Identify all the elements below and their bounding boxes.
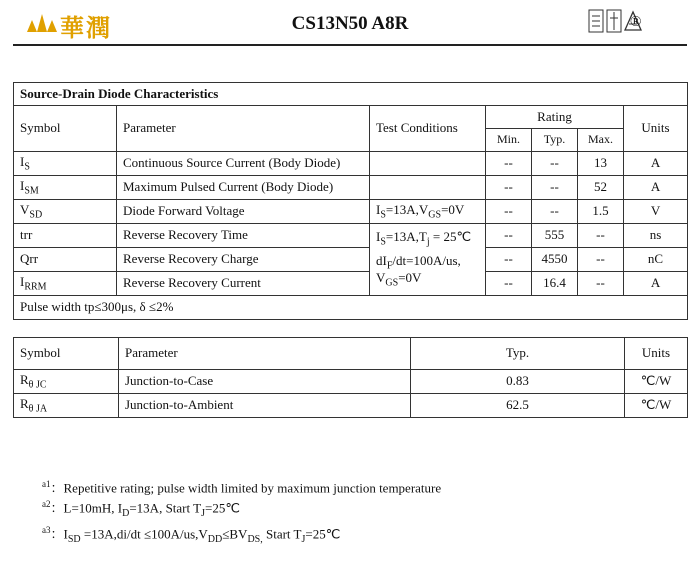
footnote-a2: $^{a2}$：L=10mH, $I_D=13A$, Start $T_J=25℃$ bbox=[42, 499, 240, 520]
header-units: Units bbox=[625, 338, 688, 370]
header-typ: Typ. bbox=[532, 129, 578, 152]
thermal-resistance-table bbox=[13, 337, 688, 418]
registered-mark: ® bbox=[630, 14, 642, 30]
parameter-cell: Diode Forward Voltage bbox=[117, 200, 370, 224]
header-symbol: Symbol bbox=[14, 106, 117, 152]
typ-cell: 555 bbox=[532, 224, 578, 248]
header-row bbox=[14, 338, 688, 370]
header-typ: Typ. bbox=[411, 338, 625, 370]
unit-cell: A bbox=[624, 152, 688, 176]
table-row bbox=[14, 200, 688, 224]
typ-cell: -- bbox=[532, 152, 578, 176]
typ-cell: 62.5 bbox=[411, 394, 625, 418]
conditions-cell-reverse-recovery: $I_S=13A,T_j$ = 25℃ $dI_F/dt=100A/us$, $V_{GS}=0V$ bbox=[370, 224, 486, 296]
footnotes bbox=[42, 476, 441, 548]
table-row bbox=[14, 152, 688, 176]
symbol-cell: $V_{SD}$ bbox=[14, 200, 117, 224]
unit-cell: V bbox=[624, 200, 688, 224]
table-row bbox=[14, 272, 688, 296]
section-title: Source-Drain Diode Characteristics bbox=[14, 83, 688, 106]
max-cell: -- bbox=[578, 272, 624, 296]
header-units: Units bbox=[624, 106, 688, 152]
max-cell: 13 bbox=[578, 152, 624, 176]
parameter-cell: Reverse Recovery Current bbox=[117, 272, 370, 296]
parameter-cell: Continuous Source Current (Body Diode) bbox=[117, 152, 370, 176]
parameter-cell: Maximum Pulsed Current (Body Diode) bbox=[117, 176, 370, 200]
symbol-cell: $R_{\theta JC}$ bbox=[14, 370, 119, 394]
table-row bbox=[14, 176, 688, 200]
unit-cell: A bbox=[624, 272, 688, 296]
footnote-a1: $^{a1}$：Repetitive rating; pulse width limited by maximum junction temperature bbox=[42, 479, 442, 496]
logo-text: 華潤 bbox=[60, 13, 112, 42]
header-test-conditions: Test Conditions bbox=[370, 106, 486, 152]
header-rating: Rating bbox=[486, 106, 624, 129]
max-cell: -- bbox=[578, 224, 624, 248]
unit-cell: ℃/W bbox=[625, 370, 688, 394]
symbol-cell: $I_S$ bbox=[14, 152, 117, 176]
min-cell: -- bbox=[486, 176, 532, 200]
page-header bbox=[0, 0, 700, 46]
parameter-cell: Reverse Recovery Time bbox=[117, 224, 370, 248]
table-row bbox=[14, 394, 688, 418]
conditions-cell bbox=[370, 152, 486, 176]
symbol-cell: trr bbox=[14, 224, 117, 248]
min-cell: -- bbox=[486, 152, 532, 176]
document-title: CS13N50 A8R bbox=[291, 13, 409, 34]
max-cell: -- bbox=[578, 248, 624, 272]
symbol-cell: Qrr bbox=[14, 248, 117, 272]
table-row bbox=[14, 224, 688, 248]
parameter-cell: Junction-to-Ambient bbox=[119, 394, 411, 418]
typ-cell: -- bbox=[532, 176, 578, 200]
typ-cell: -- bbox=[532, 200, 578, 224]
symbol-cell: $R_{\theta JA}$ bbox=[14, 394, 119, 418]
typ-cell: 0.83 bbox=[411, 370, 625, 394]
table-row bbox=[14, 248, 688, 272]
certification-mark-icon bbox=[587, 6, 657, 38]
header-row bbox=[14, 106, 688, 129]
footnote-a3: $^{a3}$：$I_{SD} =13A,di/dt \le 100A/us,V_{DD}\le BV_{DS,}$ Start $T_J=25℃$ bbox=[42, 525, 341, 546]
source-drain-diode-table bbox=[13, 82, 688, 320]
min-cell: -- bbox=[486, 248, 532, 272]
header-parameter: Parameter bbox=[117, 106, 370, 152]
min-cell: -- bbox=[486, 224, 532, 248]
min-cell: -- bbox=[486, 272, 532, 296]
header-symbol: Symbol bbox=[14, 338, 119, 370]
conditions-cell: $I_S=13A,V_{GS}=0V$ bbox=[370, 200, 486, 224]
conditions-cell bbox=[370, 176, 486, 200]
max-cell: 52 bbox=[578, 176, 624, 200]
header-divider bbox=[13, 44, 687, 46]
typ-cell: 16.4 bbox=[532, 272, 578, 296]
parameter-cell: Junction-to-Case bbox=[119, 370, 411, 394]
typ-cell: 4550 bbox=[532, 248, 578, 272]
parameter-cell: Reverse Recovery Charge bbox=[117, 248, 370, 272]
symbol-cell: $I_{RRM}$ bbox=[14, 272, 117, 296]
unit-cell: nC bbox=[624, 248, 688, 272]
header-min: Min. bbox=[486, 129, 532, 152]
unit-cell: A bbox=[624, 176, 688, 200]
pulse-note: Pulse width tp≤300μs, δ ≤2% bbox=[14, 296, 688, 320]
pulse-note-row bbox=[14, 296, 688, 320]
min-cell: -- bbox=[486, 200, 532, 224]
max-cell: 1.5 bbox=[578, 200, 624, 224]
header-max: Max. bbox=[578, 129, 624, 152]
symbol-cell: $I_{SM}$ bbox=[14, 176, 117, 200]
table-row bbox=[14, 370, 688, 394]
unit-cell: ns bbox=[624, 224, 688, 248]
unit-cell: ℃/W bbox=[625, 394, 688, 418]
header-parameter: Parameter bbox=[119, 338, 411, 370]
section-title-row bbox=[14, 83, 688, 106]
